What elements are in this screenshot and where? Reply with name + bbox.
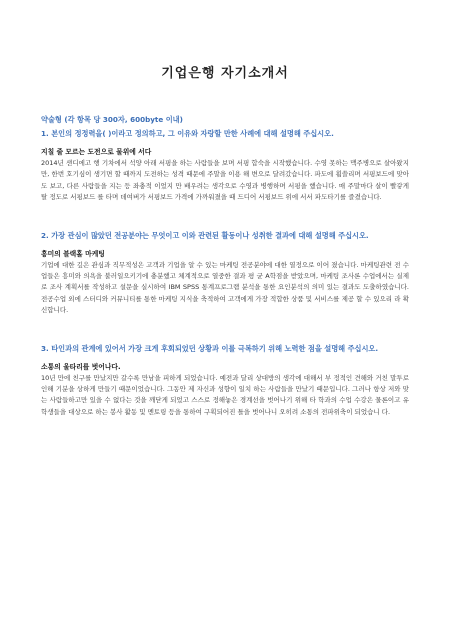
section-2-body: 기업에 대한 깊은 관심과 직무적성은 고객과 기업을 알 수 있는 마케팅 전공분야에 대한 열정으로 이어 졌습니다. 마케팅관련 전 수업들은 흥미와 의욕을 불러일으키기에 충분했고 체계적으로 열중한 결과 평 균 A학점을 받았으며, 마케팅 조사론 수업에서는 실제로 조사 계획서를 작성하고 설문을 실시하여 IBM SPSS 통계프로그램 분석을 통한 요인분석의 의미 있는 결과도 도출하였습니다. 전공수업 외에 스터디와 커뮤니티를 통한 마케팅 지식을 축적하여 고객에게 가장 적합한 상품 및 서비스를 제공 할 수 있으리 라 확신합니다. — [41, 260, 409, 315]
document-subtitle: 약술형 (각 항목 당 300자, 600byte 이내) — [41, 115, 183, 124]
section-1-body: 2014년 샌디에고 행 기차에서 석양 아래 서핑을 하는 사람들을 보며 서핑 합숙을 시작했습니다. 수영 못하는 맥주병으로 살아왔지만, 한번 호기심이 생기면 할 때까지 도전하는 성격 때문에 주말을 이용 해 변으로 달려갔습니다. 파도에 휩쓸리며 서핑보드에 맞아도 보고, 다른 사람들을 지는 등 좌충적 이었지 만 배우려는 생각으로 수영과 병행하며 서핑을 했습니다. 매 주말마다 살이 빨갛게 탈 정도로 서핑보드 를 타며 데여버가 서핑보드 가격에 가까워졌을 때 드디어 서핑보드 위에 서서 파도타기를 즐겼습니다. — [41, 159, 409, 202]
section-1-question: 1. 본인의 정정력을( )이라고 정의하고, 그 이유와 자랑할 만한 사례에 대해 설명해 주십시오. — [41, 129, 334, 138]
section-3-answer-title: 소통의 울타리를 벗어나다. — [41, 362, 121, 371]
section-1 — [41, 128, 409, 204]
section-2-answer-title: 흥미의 블랙홀 마케팅 — [41, 249, 105, 258]
section-2-question: 2. 가장 관심이 많았던 전공분야는 무엇이고 이와 관련된 활동이나 성취한 결과에 대해 설명해 주십시오. — [41, 230, 369, 240]
section-3-body: 10년 만에 친구를 만났지만 갈수록 만남을 피하게 되었습니다. 예전과 달리 상대방의 생각에 대해서 부 정적인 견해와 거친 말투로 인해 기분을 상하게 만들기 때문이었습니다. 그동안 제 자신과 성향이 일치 하는 사람들을 만났기 때문입니다. 그러나 항상 저와 맞는 사람들하고만 있을 수 없다는 것을 깨닫게 되었고 스스로 정해놓은 경계선을 벗어나기 위해 타 학과의 수업 수강은 물론이고 유학생들을 대상으로 하는 봉사 활동 및 멘토링 등을 통하여 구획되어진 틀을 벗어나니 오히려 소통의 전파위축이 되었습니 다. — [41, 373, 409, 416]
section-1-answer-title: 지칠 줄 모르는 도전으로 물위에 서다 — [41, 148, 152, 156]
section-3-question: 3. 타인과의 관계에 있어서 가장 크게 후회되었던 상황과 이를 극복하기 위해 노력한 점을 설명해 주십시오. — [41, 343, 379, 353]
document-title: 기업은행 자기소개서 — [161, 66, 289, 81]
section-2 — [41, 230, 409, 317]
section-3 — [41, 343, 409, 419]
